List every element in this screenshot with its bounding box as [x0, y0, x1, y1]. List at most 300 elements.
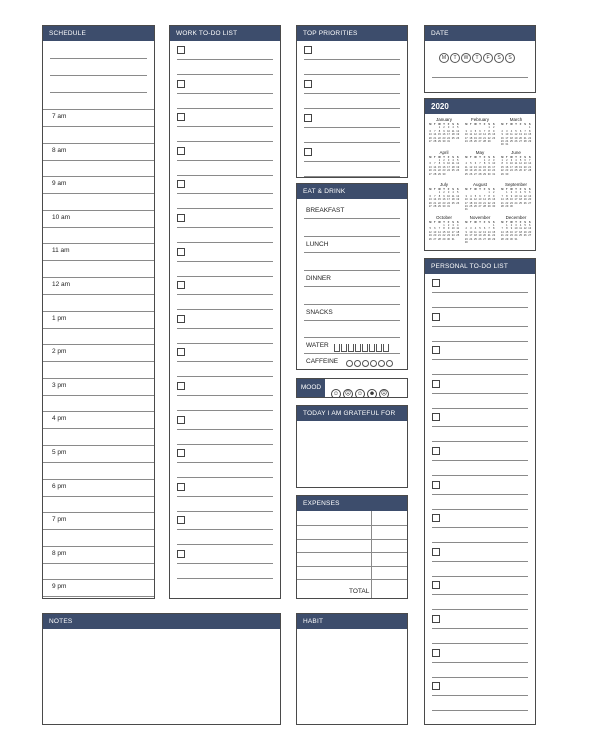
grateful-panel — [296, 405, 408, 488]
calendar-day: 19 — [519, 165, 522, 169]
calendar-day: 4 — [452, 126, 454, 130]
calendar-day: 25 — [514, 169, 518, 173]
calendar-day: 1 — [501, 158, 503, 162]
calendar-day-header: F — [483, 188, 486, 191]
calendar-day: 5 — [519, 158, 522, 162]
breakfast-line[interactable] — [304, 218, 400, 219]
personal-todo-checkbox[interactable] — [432, 615, 440, 623]
calendar-day: 19 — [456, 165, 460, 169]
calendar-day: 12 — [456, 129, 460, 133]
calendar-day-header: F — [519, 188, 522, 191]
calendar-day: 5 — [524, 191, 526, 195]
calendar-day-header: S — [456, 220, 459, 224]
calendar-day: 23 — [500, 140, 504, 144]
calendar-day: 30 — [487, 172, 491, 176]
calendar-month — [464, 215, 496, 248]
calendar-day: 13 — [428, 133, 432, 137]
calendar-day: 22 — [437, 201, 441, 205]
calendar-days — [500, 123, 532, 147]
calendar-day: 29 — [500, 172, 504, 176]
calendar-day: 11 — [451, 162, 455, 166]
work-todo-line — [177, 74, 273, 75]
calendar-day-header: S — [492, 123, 495, 126]
calendar-day: 8 — [506, 227, 508, 231]
weekday-selector[interactable] — [439, 46, 516, 64]
calendar-month-name: July — [439, 182, 448, 187]
coffee-cup-icon[interactable] — [362, 360, 369, 367]
calendar-day: 30 — [442, 205, 446, 209]
calendar-day: 30 — [464, 240, 468, 244]
calendar-day: 28 — [483, 140, 486, 144]
date-title: DATE — [425, 26, 535, 41]
calendar-day-header: F — [447, 155, 450, 159]
calendar-day: 27 — [478, 140, 482, 144]
calendar-day: 28 — [528, 169, 532, 173]
caffeine-tracker[interactable] — [345, 355, 393, 370]
work-todo-line — [177, 444, 273, 445]
personal-todo-checkbox[interactable] — [432, 380, 440, 388]
priority-checkbox[interactable] — [304, 148, 312, 156]
calendar-day: 27 — [523, 169, 527, 173]
calendar-day: 20 — [483, 234, 486, 238]
calendar-month-name: January — [435, 117, 452, 122]
work-todo-line — [177, 93, 273, 94]
calendar-day: 16 — [492, 133, 496, 137]
calendar-day: 28 — [478, 172, 482, 176]
calendar-day: 16 — [509, 198, 513, 202]
coffee-cup-icon[interactable] — [370, 360, 377, 367]
calendar-day: 2 — [447, 223, 450, 227]
calendar-day: 29 — [437, 205, 441, 209]
water-cup-icon[interactable] — [383, 344, 389, 352]
calendar-day: 18 — [519, 198, 522, 202]
calendar-day: 14 — [487, 230, 491, 234]
work-todo-checkbox[interactable] — [177, 214, 185, 222]
breakfast-line-2[interactable] — [304, 236, 400, 237]
water-cup-icon[interactable] — [334, 344, 340, 352]
calendar-day-header: T — [506, 220, 508, 224]
calendar-day: 1 — [488, 126, 490, 130]
calendar-day-header: T — [506, 155, 508, 159]
calendar-day: 9 — [447, 227, 450, 231]
work-todo-line — [177, 361, 273, 362]
calendar-day: 14 — [500, 230, 504, 234]
calendar-day: 17 — [464, 136, 468, 140]
breakfast-label: BREAKFAST — [306, 207, 345, 214]
calendar-day: 23 — [447, 234, 450, 238]
calendar-day: 18 — [451, 198, 455, 202]
calendar-day-header: T — [470, 155, 472, 159]
calendar-day: 21 — [483, 136, 486, 140]
calendar-day: 22 — [487, 201, 491, 205]
schedule-hour-line — [43, 176, 154, 177]
water-cup-icon[interactable] — [376, 344, 382, 352]
calendar-day-header: S — [524, 155, 526, 159]
water-cup-icon[interactable] — [362, 344, 368, 352]
calendar-day: 26 — [478, 237, 482, 241]
dinner-line[interactable] — [304, 286, 400, 287]
calendar-day: 18 — [514, 165, 518, 169]
coffee-cup-icon[interactable] — [354, 360, 361, 367]
calendar-day: 20 — [478, 201, 482, 205]
work-todo-panel — [169, 25, 281, 599]
mood-selector[interactable] — [329, 382, 389, 398]
schedule-half-line — [43, 260, 154, 261]
calendar-day: 1 — [506, 223, 508, 227]
lunch-line[interactable] — [304, 252, 400, 253]
calendar-day: 2 — [501, 129, 503, 133]
work-todo-checkbox[interactable] — [177, 113, 185, 121]
calendar-day: 15 — [528, 133, 532, 137]
dinner-line-2[interactable] — [304, 304, 400, 305]
calendar-day-header: S — [492, 188, 495, 191]
calendar-day: 28 — [437, 237, 441, 241]
personal-todo-checkbox[interactable] — [432, 649, 440, 657]
calendar-day: 18 — [469, 136, 473, 140]
personal-todo-checkbox[interactable] — [432, 313, 440, 321]
personal-todo-line — [432, 408, 528, 409]
work-todo-checkbox[interactable] — [177, 46, 185, 54]
schedule-hour-line — [43, 445, 154, 446]
schedule-hour-line — [43, 344, 154, 345]
mood-face-icon[interactable]: ☺ — [356, 391, 364, 397]
personal-todo-checkbox[interactable] — [432, 481, 440, 489]
calendar-day: 14 — [437, 230, 441, 234]
work-todo-checkbox[interactable] — [177, 180, 185, 188]
calendar-day: 11 — [464, 165, 468, 169]
top-priorities-panel — [296, 25, 408, 178]
calendar-day: 10 — [509, 162, 513, 166]
calendar-day: 23 — [487, 169, 491, 173]
calendar-month-name: August — [472, 182, 487, 187]
mood-face-icon[interactable]: ☹ — [380, 391, 388, 397]
calendar-day: 17 — [447, 198, 450, 202]
calendar-day: 1 — [528, 126, 531, 130]
weekday-circle[interactable]: M — [439, 53, 449, 63]
calendar-day-header: F — [447, 188, 450, 191]
expense-row-line — [297, 566, 407, 567]
personal-todo-line — [432, 628, 528, 629]
personal-todo-line — [432, 441, 528, 442]
schedule-hour-label: 12 am — [52, 281, 71, 288]
calendar-days — [428, 156, 460, 176]
personal-todo-checkbox[interactable] — [432, 548, 440, 556]
calendar-day: 6 — [528, 223, 531, 227]
calendar-day: 17 — [509, 165, 513, 169]
calendar-day: 7 — [479, 162, 481, 166]
priority-checkbox[interactable] — [304, 80, 312, 88]
calendar-day: 15 — [437, 133, 441, 137]
date-line[interactable] — [432, 77, 528, 78]
calendar-day: 4 — [510, 129, 513, 133]
personal-todo-checkbox[interactable] — [432, 279, 440, 287]
calendar-day: 23 — [442, 136, 446, 140]
calendar-day: 9 — [443, 129, 445, 133]
calendar-day-header: T — [443, 220, 445, 224]
calendar-day: 13 — [478, 198, 482, 202]
calendar-day: 21 — [433, 169, 437, 173]
weekday-circle[interactable]: F — [483, 53, 493, 63]
calendar-day: 16 — [492, 198, 496, 202]
work-todo-checkbox[interactable] — [177, 80, 185, 88]
work-todo-line — [177, 276, 273, 277]
schedule-half-line — [43, 193, 154, 194]
calendar-day-header: S — [488, 220, 490, 224]
weekday-circle[interactable]: T — [450, 53, 460, 63]
calendar-day: 10 — [447, 162, 450, 166]
calendar-month-name: February — [470, 117, 489, 122]
personal-todo-checkbox[interactable] — [432, 514, 440, 522]
calendar-day: 15 — [483, 165, 486, 169]
work-todo-checkbox[interactable] — [177, 516, 185, 524]
calendar-day: 7 — [434, 162, 436, 166]
work-todo-line — [177, 529, 273, 530]
calendar-day: 11 — [514, 162, 518, 166]
work-todo-checkbox[interactable] — [177, 550, 185, 558]
calendar-day: 13 — [528, 194, 532, 198]
calendar-day: 28 — [483, 205, 486, 209]
calendar-day: 15 — [492, 230, 496, 234]
calendar-day: 8 — [438, 129, 441, 133]
schedule-hour-line — [43, 243, 154, 244]
calendar-day: 7 — [434, 129, 436, 133]
water-cup-icon[interactable] — [341, 344, 347, 352]
calendar-day: 19 — [523, 230, 527, 234]
personal-todo-checkbox[interactable] — [432, 447, 440, 455]
snacks-line-2[interactable] — [304, 337, 400, 338]
calendar-day-header: T — [434, 188, 436, 191]
calendar-day: 22 — [442, 234, 446, 238]
calendar-day: 28 — [433, 172, 437, 176]
work-todo-checkbox[interactable] — [177, 248, 185, 256]
calendar-day: 8 — [492, 227, 495, 231]
calendar-day-header: T — [506, 188, 508, 191]
calendar-day-header: W — [510, 123, 513, 126]
schedule-hour-label: 8 pm — [52, 549, 67, 557]
calendar-day: 21 — [528, 165, 532, 169]
priority-checkbox[interactable] — [304, 46, 312, 54]
schedule-half-line — [43, 428, 154, 429]
calendar-day: 16 — [442, 198, 446, 202]
calendar-day: 31 — [464, 208, 468, 212]
schedule-hour-line — [43, 277, 154, 278]
calendar-day: 10 — [514, 194, 518, 198]
calendar-day: 27 — [528, 234, 532, 238]
calendar-day: 25 — [519, 201, 522, 205]
calendar-day: 22 — [437, 169, 441, 173]
weekday-circle[interactable]: T — [472, 53, 482, 63]
calendar-day: 10 — [464, 133, 468, 137]
calendar-day: 7 — [528, 158, 531, 162]
water-cup-icon[interactable] — [348, 344, 354, 352]
calendar-day: 12 — [469, 165, 473, 169]
calendar-day: 20 — [428, 201, 432, 205]
calendar-day: 20 — [523, 165, 527, 169]
coffee-cup-icon[interactable] — [378, 360, 385, 367]
date-panel — [424, 25, 536, 93]
notes-area[interactable] — [43, 629, 280, 724]
calendar-day: 6 — [429, 194, 431, 198]
calendar-day: 28 — [500, 237, 504, 241]
calendar-day: 4 — [515, 158, 517, 162]
calendar-day-header: W — [474, 155, 477, 159]
work-todo-line — [177, 563, 273, 564]
calendar-day: 7 — [524, 129, 526, 133]
personal-todo-checkbox[interactable] — [432, 346, 440, 354]
calendar-month — [500, 215, 532, 248]
calendar-day: 9 — [443, 194, 445, 198]
water-cup-icon[interactable] — [369, 344, 375, 352]
calendar-day: 26 — [473, 205, 477, 209]
priority-line — [304, 93, 400, 94]
calendar-day: 14 — [528, 162, 532, 166]
calendar-month — [464, 150, 496, 183]
calendar-day: 14 — [433, 133, 437, 137]
calendar-days — [464, 123, 496, 143]
calendar-day: 13 — [428, 198, 432, 202]
eat-drink-title: EAT & DRINK — [297, 184, 407, 199]
water-cup-icon[interactable] — [355, 344, 361, 352]
schedule-half-line — [43, 160, 154, 161]
mood-face-icon[interactable]: ☻ — [368, 391, 376, 397]
calendar-day: 19 — [473, 136, 477, 140]
lunch-line-2[interactable] — [304, 270, 400, 271]
schedule-half-line — [43, 596, 154, 597]
work-todo-line — [177, 126, 273, 127]
habit-title: HABIT — [297, 614, 407, 629]
calendar-day: 19 — [523, 198, 527, 202]
calendar-day: 25 — [509, 140, 513, 144]
calendar-day: 20 — [473, 169, 477, 173]
calendar-day-header: S — [452, 155, 454, 159]
work-todo-checkbox[interactable] — [177, 449, 185, 457]
mood-face-icon[interactable]: ☹ — [344, 391, 352, 397]
grateful-area[interactable] — [297, 421, 407, 487]
schedule-hour-line — [43, 579, 154, 580]
calendar-day: 8 — [528, 129, 531, 133]
personal-todo-line — [432, 527, 528, 528]
calendar-days — [428, 221, 460, 241]
calendar-day: 1 — [506, 191, 508, 195]
calendar-grid — [428, 117, 532, 247]
calendar-day: 12 — [523, 194, 527, 198]
top-priorities-title: TOP PRIORITIES — [297, 26, 407, 41]
calendar-day-header: F — [483, 155, 486, 159]
personal-todo-checkbox[interactable] — [432, 413, 440, 421]
calendar-day: 5 — [429, 227, 431, 231]
calendar-day: 11 — [519, 227, 522, 231]
calendar-month — [428, 117, 460, 150]
calendar-day: 10 — [492, 162, 496, 166]
schedule-hour-line — [43, 143, 154, 144]
calendar-day: 5 — [456, 158, 459, 162]
work-todo-line — [177, 141, 273, 142]
schedule-hour-label: 3 pm — [52, 381, 67, 389]
notes-panel — [42, 613, 281, 725]
priority-line — [304, 108, 400, 109]
calendar-day-header: W — [474, 220, 477, 224]
weekday-circle[interactable]: S — [494, 53, 504, 63]
coffee-cup-icon[interactable] — [346, 360, 353, 367]
calendar-day: 17 — [447, 133, 450, 137]
work-todo-line — [177, 160, 273, 161]
calendar-day: 26 — [519, 169, 522, 173]
work-todo-checkbox[interactable] — [177, 315, 185, 323]
calendar-day: 12 — [519, 162, 522, 166]
calendar-day: 18 — [473, 234, 477, 238]
calendar-month-name: March — [509, 117, 523, 122]
work-todo-line — [177, 395, 273, 396]
calendar-day: 29 — [437, 172, 441, 176]
work-todo-line — [177, 477, 273, 478]
calendar-day-header: W — [510, 155, 513, 159]
calendar-day: 16 — [447, 230, 450, 234]
calendar-day: 15 — [500, 165, 504, 169]
work-todo-checkbox[interactable] — [177, 348, 185, 356]
calendar-day: 3 — [465, 129, 467, 133]
calendar-day-header: W — [438, 155, 441, 159]
weekday-circle[interactable]: S — [505, 53, 515, 63]
calendar-day: 27 — [428, 172, 432, 176]
schedule-hour-label: 9 pm — [52, 583, 67, 591]
calendar-day: 16 — [442, 165, 446, 169]
calendar-day-header: F — [483, 123, 486, 126]
calendar-day-header: S — [456, 188, 459, 191]
mood-face-icon[interactable]: ☺ — [332, 391, 340, 397]
calendar-day-header: S — [456, 123, 459, 126]
calendar-day-header: M — [429, 123, 432, 126]
priority-checkbox[interactable] — [304, 114, 312, 122]
work-todo-checkbox[interactable] — [177, 147, 185, 155]
work-todo-checkbox[interactable] — [177, 483, 185, 491]
calendar-day: 9 — [510, 227, 513, 231]
calendar-day-header: M — [501, 220, 504, 224]
personal-todo-checkbox[interactable] — [432, 581, 440, 589]
calendar-day: 10 — [469, 230, 473, 234]
schedule-half-line — [43, 126, 154, 127]
calendar-day: 29 — [487, 205, 491, 209]
work-todo-checkbox[interactable] — [177, 382, 185, 390]
work-todo-line — [177, 328, 273, 329]
schedule-top-line[interactable] — [50, 75, 147, 76]
schedule-top-line[interactable] — [50, 58, 147, 59]
calendar-day-header: M — [501, 123, 504, 126]
work-todo-checkbox[interactable] — [177, 281, 185, 289]
snacks-line[interactable] — [304, 320, 400, 321]
calendar-month-name: December — [505, 214, 527, 220]
calendar-day: 25 — [451, 169, 455, 173]
habit-area[interactable] — [297, 629, 407, 724]
weekday-circle[interactable]: W — [461, 53, 471, 63]
coffee-cup-icon[interactable] — [386, 360, 393, 367]
calendar-day: 8 — [488, 129, 490, 133]
calendar-day: 14 — [523, 133, 527, 137]
personal-todo-title: PERSONAL TO-DO LIST — [425, 259, 535, 274]
work-todo-checkbox[interactable] — [177, 416, 185, 424]
water-line — [304, 353, 400, 354]
calendar-day: 17 — [464, 201, 468, 205]
personal-todo-checkbox[interactable] — [432, 682, 440, 690]
personal-todo-line — [432, 393, 528, 394]
calendar-day: 19 — [456, 198, 460, 202]
calendar-day: 10 — [505, 133, 509, 137]
schedule-hour-line — [43, 546, 154, 547]
calendar-day-header: M — [465, 155, 468, 159]
schedule-top-line[interactable] — [50, 92, 147, 93]
work-todo-line — [177, 309, 273, 310]
calendar-day: 27 — [519, 140, 522, 144]
schedule-hour-label: 10 am — [52, 213, 71, 221]
